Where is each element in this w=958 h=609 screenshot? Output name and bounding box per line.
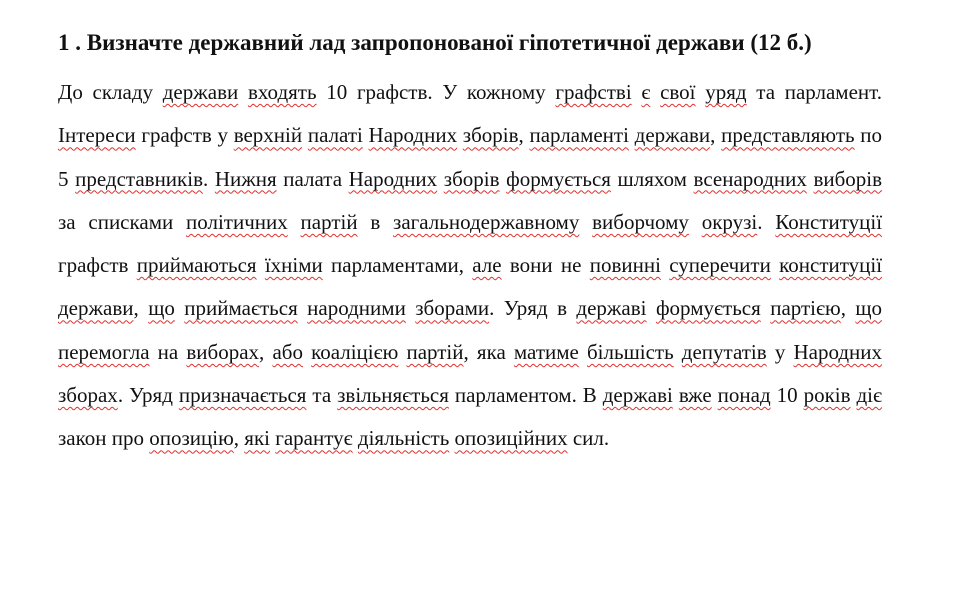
text-run: До складу: [58, 80, 163, 104]
spellcheck-flagged-word: Нижня: [214, 166, 277, 191]
spellcheck-flagged-word: зборами: [415, 296, 490, 321]
spellcheck-flagged-word: державі: [576, 296, 647, 321]
text-run: у: [766, 339, 794, 364]
text-run: по 5: [58, 123, 883, 191]
text-run: [298, 296, 307, 320]
text-run: [696, 80, 706, 104]
spellcheck-flagged-word: партій: [406, 339, 464, 364]
spellcheck-flagged-word: перемогла: [58, 339, 150, 364]
text-run: ,: [133, 296, 149, 321]
spellcheck-flagged-word: матиме: [513, 339, 579, 364]
text-run: 10: [770, 383, 804, 408]
text-run: [661, 253, 669, 277]
text-run: парламентом. В: [448, 383, 603, 408]
text-run: парламентами,: [322, 253, 473, 278]
text-run: графств у: [135, 123, 234, 148]
spellcheck-flagged-word: повинні: [589, 253, 661, 278]
spellcheck-flagged-word: окрузі: [701, 209, 758, 234]
text-run: сил.: [567, 426, 610, 451]
spellcheck-flagged-word: приймаються: [136, 253, 257, 278]
spellcheck-flagged-word: понад: [717, 383, 771, 408]
spellcheck-flagged-word: призначається: [178, 383, 307, 408]
spellcheck-flagged-word: але: [472, 253, 502, 278]
spellcheck-flagged-word: виборах: [186, 339, 260, 364]
spellcheck-flagged-word: зборів: [443, 166, 500, 191]
text-run: графств: [58, 253, 137, 278]
text-run: .: [203, 166, 215, 191]
spellcheck-flagged-word: графстві: [555, 80, 632, 104]
text-run: .: [757, 209, 776, 234]
text-run: [579, 210, 592, 234]
spellcheck-flagged-word: суперечити: [669, 253, 771, 278]
spellcheck-flagged-word: представляють: [721, 123, 855, 148]
text-run: [761, 296, 770, 320]
text-run: ,: [518, 123, 530, 148]
spellcheck-flagged-word: опозиційних: [454, 426, 568, 451]
text-run: [288, 210, 301, 234]
text-run: [175, 296, 184, 320]
text-run: [689, 210, 702, 234]
spellcheck-flagged-word: звільняється: [337, 383, 449, 408]
spellcheck-flagged-word: виборів: [813, 166, 883, 191]
spellcheck-flagged-word: депутатів: [681, 339, 767, 364]
spellcheck-flagged-word: загальнодержавному: [393, 209, 580, 234]
spellcheck-flagged-word: гарантує: [275, 426, 353, 451]
text-run: [303, 340, 311, 364]
text-run: [238, 80, 248, 104]
spellcheck-flagged-word: палаті: [307, 123, 363, 148]
text-run: [257, 253, 265, 277]
question-heading: 1 . Визначте державний лад запропонованої гіпотетичної держави (12 б.): [58, 30, 812, 55]
spellcheck-flagged-word: зборів: [462, 123, 519, 148]
text-run: ,: [233, 426, 245, 451]
spellcheck-flagged-word: діє: [856, 383, 883, 408]
spellcheck-flagged-word: більшість: [587, 339, 674, 364]
document-page: [58, 18, 882, 461]
text-run: закон про: [58, 426, 150, 451]
text-run: [437, 167, 444, 191]
text-run: [650, 80, 660, 104]
text-run: [674, 340, 682, 364]
text-run: 10 графств. У кожному: [316, 80, 556, 104]
spellcheck-flagged-word: держави: [58, 296, 134, 321]
text-run: за списками: [58, 209, 187, 234]
text-run: на: [149, 339, 187, 364]
spellcheck-flagged-word: політичних: [186, 209, 288, 234]
spellcheck-flagged-word: партією: [770, 296, 841, 321]
spellcheck-flagged-word: що: [148, 296, 175, 321]
spellcheck-flagged-word: які: [244, 426, 270, 451]
spellcheck-flagged-word: входять: [247, 80, 317, 104]
spellcheck-flagged-word: формується: [506, 166, 611, 191]
spellcheck-flagged-word: Народних: [348, 166, 438, 191]
spellcheck-flagged-word: Народних: [793, 339, 883, 364]
text-run: ,: [259, 339, 273, 364]
spellcheck-flagged-word: Народних: [368, 123, 458, 148]
question-body-paragraph: [58, 71, 882, 461]
text-run: палата: [276, 166, 349, 191]
text-run: [579, 340, 587, 364]
spellcheck-flagged-word: формується: [655, 296, 761, 321]
spellcheck-flagged-word: їхніми: [264, 253, 323, 278]
text-run: . Уряд в: [489, 296, 577, 321]
spellcheck-flagged-word: діяльність: [357, 426, 450, 451]
spellcheck-flagged-word: народними: [307, 296, 406, 321]
spellcheck-flagged-word: Конституції: [775, 209, 883, 234]
spellcheck-flagged-word: всенародних: [693, 166, 807, 191]
spellcheck-flagged-word: Інтереси: [58, 123, 136, 148]
spellcheck-flagged-word: партій: [300, 209, 358, 234]
text-run: ,: [710, 123, 722, 148]
text-run: [771, 253, 779, 277]
spellcheck-flagged-word: держави: [162, 80, 239, 104]
spellcheck-flagged-word: свої: [660, 80, 696, 104]
spellcheck-flagged-word: державі: [602, 383, 673, 408]
spellcheck-flagged-word: зборах: [58, 383, 118, 408]
spellcheck-flagged-word: держави: [634, 123, 711, 148]
spellcheck-flagged-word: конституції: [779, 253, 883, 278]
spellcheck-flagged-word: верхній: [233, 123, 303, 148]
text-run: . Уряд: [117, 383, 179, 408]
spellcheck-flagged-word: виборчому: [592, 209, 689, 234]
spellcheck-flagged-word: є: [641, 80, 651, 104]
spellcheck-flagged-word: опозицію: [149, 426, 234, 451]
text-run: вони не: [501, 253, 590, 278]
spellcheck-flagged-word: парламенті: [529, 123, 629, 148]
spellcheck-flagged-word: що: [855, 296, 883, 321]
spellcheck-flagged-word: приймається: [184, 296, 298, 321]
text-run: в: [357, 209, 394, 234]
text-run: , яка: [463, 339, 514, 364]
spellcheck-flagged-word: років: [803, 383, 851, 408]
spellcheck-flagged-word: або: [272, 339, 303, 364]
text-run: ,: [840, 296, 856, 321]
text-run: та парламент.: [746, 80, 883, 104]
text-run: [647, 296, 656, 320]
spellcheck-flagged-word: вже: [678, 383, 712, 408]
spellcheck-flagged-word: представників: [75, 166, 203, 191]
spellcheck-flagged-word: уряд: [705, 80, 747, 104]
text-run: [632, 80, 642, 104]
spellcheck-flagged-word: коаліцією: [311, 339, 399, 364]
text-run: та: [306, 383, 338, 408]
text-run: шляхом: [610, 166, 694, 191]
text-run: [406, 296, 415, 320]
